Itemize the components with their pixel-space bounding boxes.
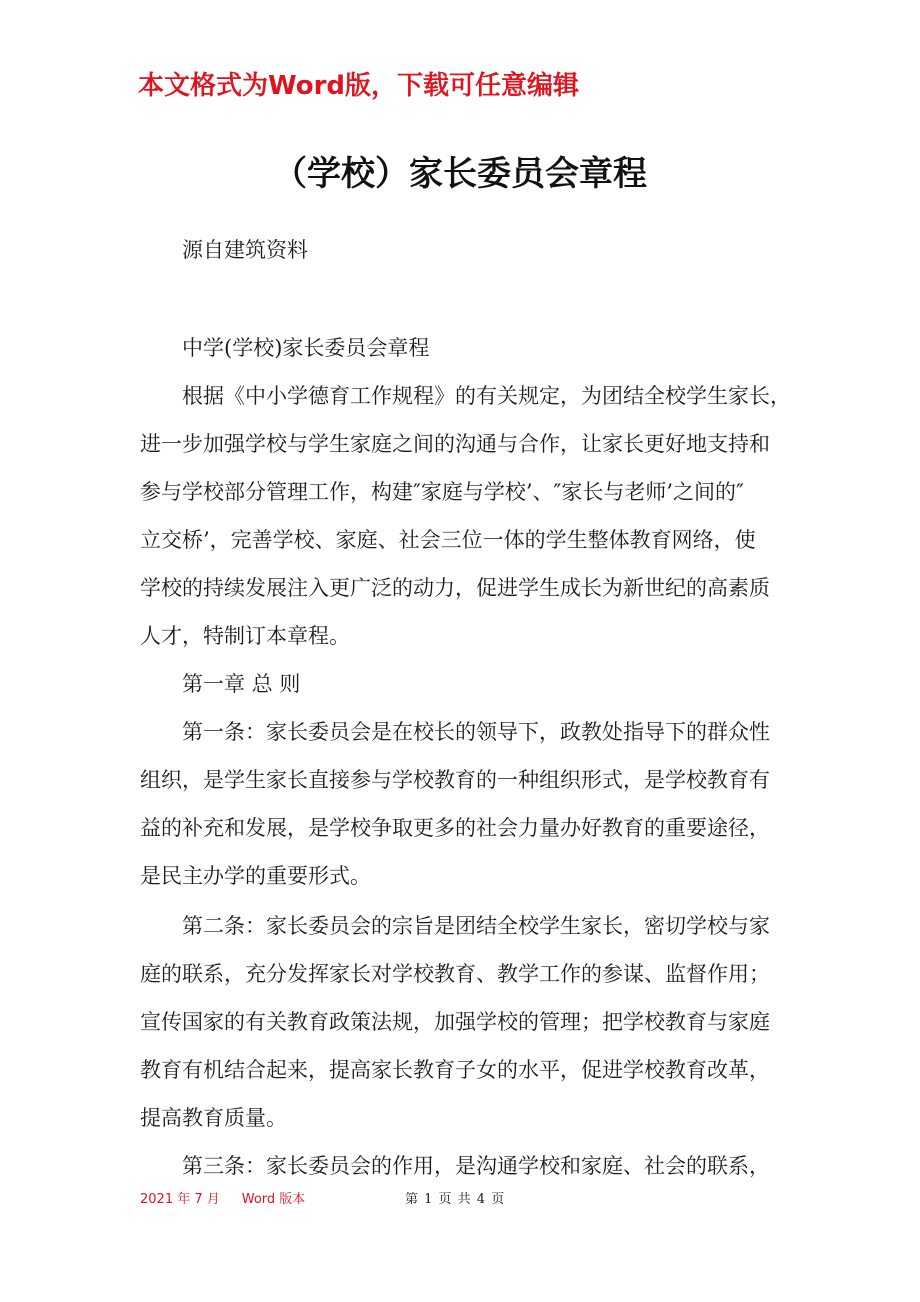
body-line: 第三条：家长委员会的作用，是沟通学校和家庭、社会的联系， [182, 1154, 770, 1178]
footer-date: 2021 年 7 月 [140, 1192, 220, 1207]
body-line: 进一步加强学校与学生家庭之间的沟通与合作，让家长更好地支持和 [140, 432, 770, 456]
document-title: （学校）家长委员会章程 [273, 154, 647, 194]
source-note: 源自建筑资料 [182, 238, 308, 262]
body-line: 根据《中小学德育工作规程》的有关规定，为团结全校学生家长， [182, 384, 791, 408]
body-line: 庭的联系，充分发挥家长对学校教育、教学工作的参谋、监督作用； [140, 962, 770, 986]
document-subtitle: 中学(学校)家长委员会章程 [182, 336, 430, 360]
body-line: 益的补充和发展，是学校争取更多的社会力量办好教育的重要途径， [140, 816, 770, 840]
body-line: 人才，特制订本章程。 [140, 624, 350, 648]
body-line: 是民主办学的重要形式。 [140, 864, 371, 888]
body-line: 组织，是学生家长直接参与学校教育的一种组织形式，是学校教育有 [140, 768, 770, 792]
body-line: 宣传国家的有关教育政策法规，加强学校的管理；把学校教育与家庭 [140, 1010, 770, 1034]
body-line: 参与学校部分管理工作，构建″家庭与学校’、″家长与老师’之间的″ [140, 480, 744, 504]
chapter-heading: 第一章 总 则 [182, 672, 301, 696]
footer-meta [140, 1190, 305, 1210]
body-line: 第二条：家长委员会的宗旨是团结全校学生家长，密切学校与家 [182, 914, 770, 938]
body-line: 立交桥’，完善学校、家庭、社会三位一体的学生整体教育网络，使 [140, 528, 756, 552]
download-notice-banner: 本文格式为Word版，下载可任意编辑 [138, 71, 580, 101]
body-line: 教育有机结合起来，提高家长教育子女的水平，促进学校教育改革， [140, 1058, 770, 1082]
body-line: 学校的持续发展注入更广泛的动力，促进学生成长为新世纪的高素质 [140, 576, 770, 600]
footer-version: Word 版本 [241, 1192, 306, 1207]
page-number: 第 1 页 共 4 页 [405, 1192, 506, 1207]
body-line: 提高教育质量。 [140, 1106, 287, 1130]
body-line: 第一条：家长委员会是在校长的领导下，政教处指导下的群众性 [182, 720, 770, 744]
